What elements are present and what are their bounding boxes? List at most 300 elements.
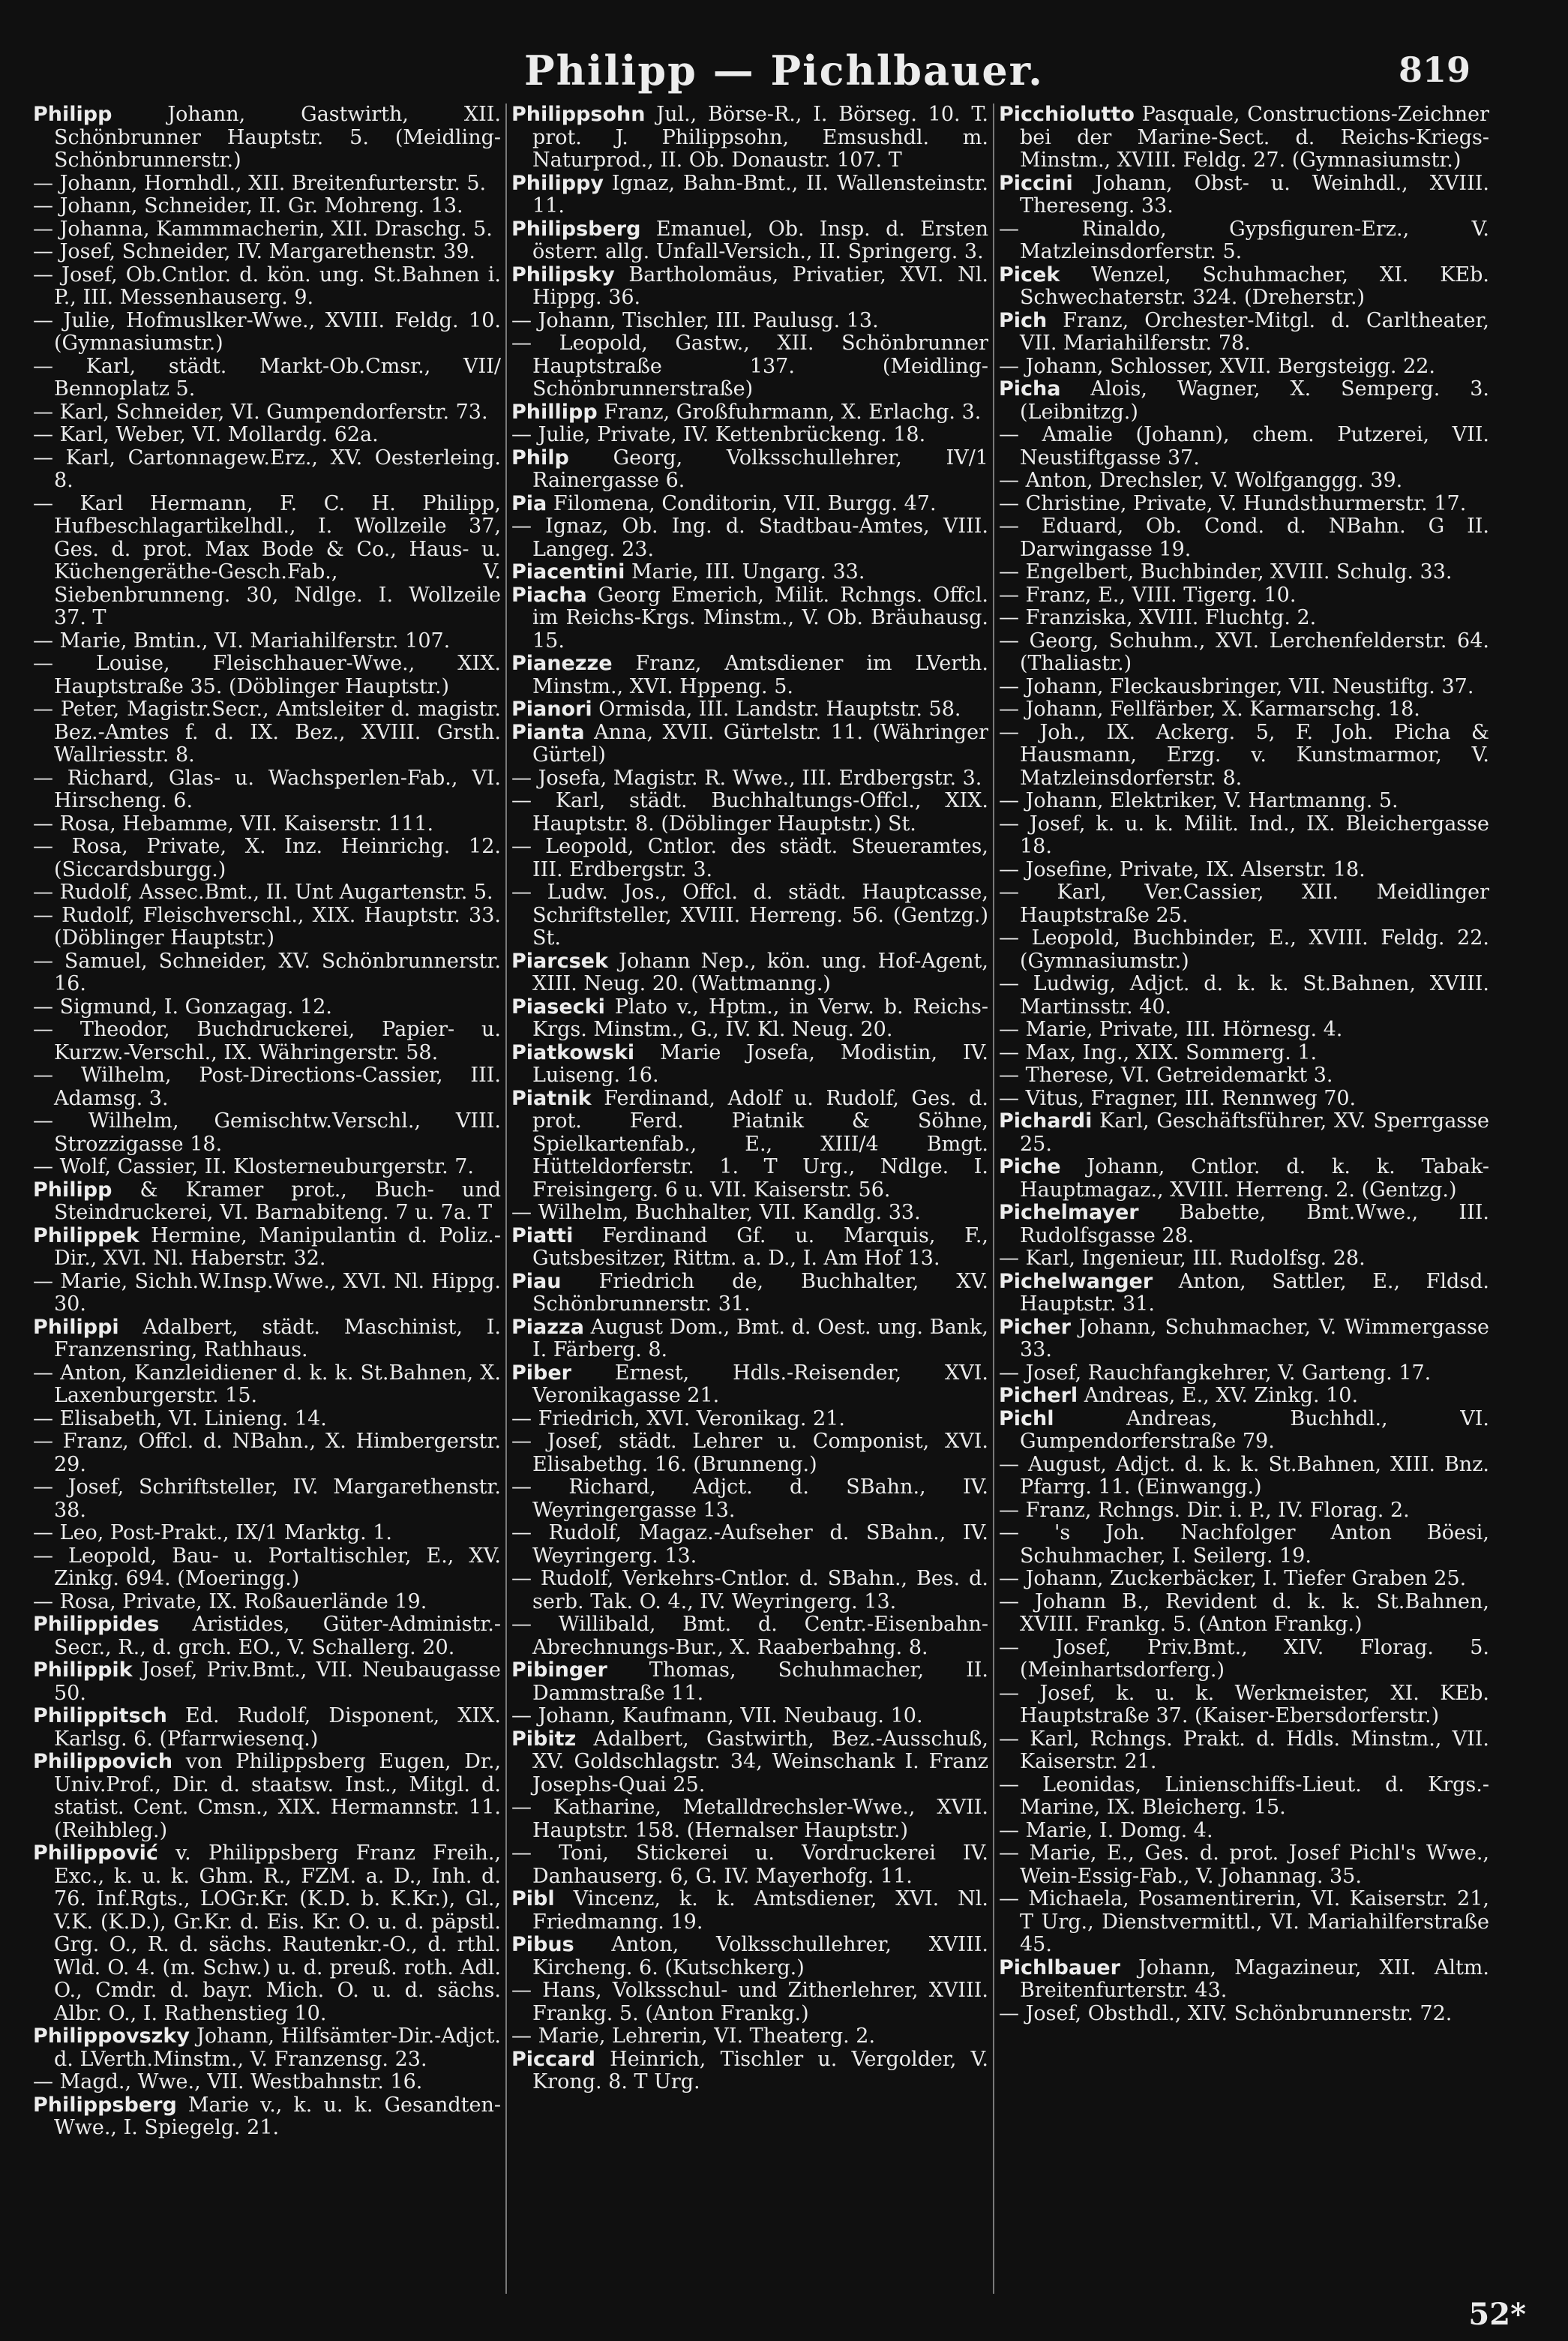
entry-surname: Picek [999,263,1060,287]
entry-surname: Piccard [511,2047,595,2071]
entry-surname: Piau [511,1269,562,1293]
directory-entry [511,1316,988,1362]
directory-entry [999,493,1489,516]
entry-details: — Marie, Bmtin., VI. Mariahilferstr. 107. [33,629,451,653]
entry-details: — Leopold, Cntlor. des städt. Steueramtes, III. Erdbergstr. 3. [511,835,988,881]
directory-entry [33,1522,501,1545]
directory-entry [999,1499,1489,1523]
entry-details: — Leopold, Buchbinder, E., XVIII. Feldg. 22. (Gymnasiumstr.) [999,926,1489,973]
entry-surname: Pibitz [511,1727,577,1751]
directory-entry [511,1934,988,1979]
directory-entry [33,1156,501,1179]
directory-entry [511,1613,988,1659]
entry-surname: Philippi [33,1315,119,1339]
entry-details: — Johann, Fleckausbringer, VII. Neustiftg. 37. [999,674,1474,698]
entry-details: — Josef, Obsthdl., XIV. Schönbrunnerstr. 72. [999,2001,1453,2025]
entry-details: — Eduard, Ob. Cond. d. NBahn. G II. Darwingasse 19. [999,515,1489,561]
entry-details: — Karl, Schneider, VI. Gumpendorferstr. 73. [33,400,488,424]
directory-entry [999,790,1489,813]
entry-details: Josef, Priv.Bmt., VII. Neubaugasse 50. [54,1658,501,1705]
entry-details: — Magd., Wwe., VII. Westbahnstr. 16. [33,2070,423,2093]
entry-surname: Pichl [999,1406,1054,1430]
entry-surname: Pichlbauer [999,1955,1120,1979]
entry-details: Pasquale, Constructions-Zeichner bei der Marine-Sect. d. Reichs-Kriegs-Minstm., XVIII. Feldg. 27. (Gymnasiumstr.) [1020,104,1489,172]
entry-details: — Karl Hermann, F. C. H. Philipp, Hufbeschlagartikelhdl., I. Wollzeile 37, Ges. d. prot. Max Bode & Co., Haus- u. Küchengeräthe-Gesch.Fab., V. Siebenbrunneng. 30, Ndlge. I. Wollzeile 37. T [33,491,501,629]
entry-details: Georg, Volksschullehrer, IV/1 Rainergasse 6. [532,446,988,492]
entry-details: Johann, Hilfsämter-Dir.-Adjct. d. LVerth.Minstm., V. Franzensg. 23. [54,2024,501,2071]
entry-details: — Franz, Rchngs. Dir. i. P., IV. Florag. 2. [999,1498,1410,1522]
directory-entry [511,1659,988,1705]
entry-details: — Rudolf, Verkehrs-Cntlor. d. SBahn., Bes. d. serb. Tak. O. 4., IV. Weyringerg. 13. [511,1567,988,1613]
entry-details: — Josefa, Magistr. R. Wwe., III. Erdbergstr. 3. [511,766,982,790]
entry-surname: Philp [511,446,569,470]
entry-details: Vincenz, k. k. Amtsdiener, XVI. Nl. Friedmanng. 19. [532,1887,988,1934]
directory-entry [511,173,988,218]
entry-details: — 's Joh. Nachfolger Anton Böesi, Schuhmacher, I. Seilerg. 19. [999,1521,1489,1568]
entry-details: Johann, Magazineur, XII. Altm. Breitenfurterstr. 43. [1020,1955,1489,2002]
directory-entry [511,447,988,493]
entry-details: — Julie, Hofmuslker-Wwe., XVIII. Feldg. 10. (Gymnasiumstr.) [33,308,501,355]
directory-entry [33,1110,501,1156]
directory-entry [33,2071,501,2094]
directory-entry [33,1545,501,1591]
entry-details: — August, Adjct. d. k. k. St.Bahnen, XIII. Bnz. Pfarrg. 11. (Einwangg.) [999,1452,1489,1499]
entry-details: — Samuel, Schneider, XV. Schönbrunnerstr. 16. [33,949,501,995]
directory-entry [511,1728,988,1797]
entry-details: — Friedrich, XVI. Veronikag. 21. [511,1406,845,1430]
directory-entry [33,310,501,356]
entry-details: — Karl, Ingenieur, III. Rudolfsg. 28. [999,1247,1366,1270]
entry-surname: Piasecki [511,995,605,1019]
entry-surname: Philipp [33,1178,112,1202]
entry-details: — Rosa, Private, X. Inz. Heinrichg. 12. (Siccardsburgg.) [33,835,501,881]
entry-surname: Piccini [999,171,1073,195]
entry-details: Aristides, Güter-Administr.-Secr., R., d. grch. EO., V. Schallerg. 20. [54,1613,501,1659]
directory-entry [511,401,988,425]
entry-details: Adalbert, städt. Maschinist, I. Franzensring, Rathhaus. [54,1315,501,1361]
entry-details: — Wilhelm, Buchhalter, VII. Kandlg. 33. [511,1201,921,1224]
entry-details: — Ludwig, Adjct. d. k. k. St.Bahnen, XVIII. Martinsstr. 40. [999,972,1489,1019]
entry-surname: Pichardi [999,1109,1093,1133]
directory-entry [999,1110,1489,1156]
directory-entry [511,218,988,264]
entry-details: Karl, Geschäftsführer, XV. Sperrgasse 25. [1020,1109,1489,1156]
directory-entry [511,1796,988,1842]
directory-entry [511,698,988,722]
directory-entry [999,1820,1489,1843]
entry-details: — Johann, Schneider, II. Gr. Mohreng. 13. [33,194,463,218]
entry-details: — Ignaz, Ob. Ing. d. Stadtbau-Amtes, VIII. Langeg. 23. [511,515,988,561]
directory-entry [33,424,501,447]
entry-surname: Piatti [511,1223,574,1247]
column-divider [505,104,507,2294]
entry-details: — Richard, Glas- u. Wachsperlen-Fab., VI. Hirscheng. 6. [33,766,501,812]
directory-entry [999,104,1489,173]
entry-details: — Josef, Schneider, IV. Margarethenstr. 39. [33,240,475,263]
entry-surname: Pibl [511,1887,555,1910]
entry-details: — Julie, Private, IV. Kettenbrückeng. 18. [511,423,926,446]
entry-details: — Johann, Kaufmann, VII. Neubaug. 10. [511,1704,923,1727]
directory-entry [33,493,501,630]
directory-entry [33,1362,501,1408]
entry-details: Ernest, Hdls.-Reisender, XVI. Veronikagasse 21. [532,1361,988,1407]
entry-surname: Philipp [33,104,112,126]
entry-details: Adalbert, Gastwirth, Bez.-Ausschuß, XV. Goldschlagstr. 34, Weinschank I. Franz Josephs-Quai 25. [532,1727,988,1796]
directory-entry [999,1522,1489,1568]
entry-details: — Josef, k. u. k. Werkmeister, XI. KEb. Hauptstraße 37. (Kaiser-Ebersdorferstr.) [999,1681,1489,1727]
entry-details: — Johann, Tischler, III. Paulusg. 13. [511,308,879,332]
entry-surname: Philippik [33,1658,133,1682]
entry-surname: Philipsberg [511,217,641,241]
directory-entry [511,1979,988,2025]
directory-entry [33,698,501,767]
entry-details: — Therese, VI. Getreidemarkt 3. [999,1064,1333,1087]
directory-entry [999,1042,1489,1065]
entry-details: Anna, XVII. Gürtelstr. 11. (Währinger Gürtel) [532,720,988,767]
entry-details: — Peter, Magistr.Secr., Amtsleiter d. magistr. Bez.-Amtes f. d. IX. Bez., XVIII. Grsth. Wallriesstr. 8. [33,698,501,767]
entry-details: Andreas, Buchhdl., VI. Gumpendorferstraße 79. [1020,1406,1489,1453]
directory-entry [999,1774,1489,1820]
entry-details: — Karl, städt. Buchhaltungs-Offcl., XIX. Hauptstr. 8. (Döblinger Hauptstr.) St. [511,789,988,836]
entry-details: — Christine, Private, V. Hundsthurmerstr. 17. [999,491,1467,515]
directory-entry [33,1705,501,1751]
directory-entry [511,836,988,881]
entry-details: Marie v., k. u. k. Gesandten-Wwe., I. Spiegelg. 21. [54,2093,501,2139]
directory-entry [999,470,1489,493]
entry-details: — Georg, Schuhm., XVI. Lerchenfelderstr. 64. (Thaliastr.) [999,629,1489,675]
entry-surname: Philippovich [33,1750,173,1773]
directory-entry [999,1888,1489,1957]
entry-details: — Wolf, Cassier, II. Klosterneuburgerstr. 7. [33,1155,475,1178]
entry-details: — Anton, Kanzleidiener d. k. k. St.Bahnen, X. Laxenburgerstr. 15. [33,1361,501,1407]
directory-entry [999,515,1489,561]
directory-entry [511,1088,988,1202]
directory-entry [33,241,501,264]
entry-details: — Johann, Fellfärber, X. Karmarschg. 18. [999,698,1420,721]
directory-entry [511,1225,988,1271]
directory-entry [511,104,988,173]
entry-surname: Philippek [33,1223,139,1247]
entry-details: Hermine, Manipulantin d. Poliz.-Dir., XVI. Nl. Haberstr. 32. [54,1223,501,1270]
directory-entry [33,104,501,173]
entry-details: — Leopold, Bau- u. Portaltischler, E., XV. Zinkg. 694. (Moeringg.) [33,1544,501,1590]
entry-details: Ignaz, Bahn-Bmt., II. Wallensteinstr. 11. [532,171,988,218]
entry-details: — Elisabeth, VI. Linieng. 14. [33,1406,327,1430]
directory-entry [999,1156,1489,1202]
directory-entry [511,493,988,516]
entry-details: — Willibald, Bmt. d. Centr.-Eisenbahn-Abrechnungs-Bur., X. Raaberbahng. 8. [511,1613,988,1659]
directory-entry [999,1202,1489,1247]
directory-entry [999,859,1489,882]
directory-entry [511,1705,988,1728]
directory-entry [511,1408,988,1431]
directory-entry [999,310,1489,356]
entry-details: — Theodor, Buchdruckerei, Papier- u. Kurzw.-Verschl., IX. Währingerstr. 58. [33,1018,501,1064]
directory-entry [999,218,1489,264]
directory-entry [33,401,501,425]
directory-entry [33,447,501,493]
entry-surname: Pianori [511,698,592,721]
directory-entry [511,950,988,996]
entry-details: Johann, Obst- u. Weinhdl., XVIII. Thereseng. 33. [1020,171,1489,218]
directory-entry [511,1842,988,1888]
directory-entry [511,1476,988,1522]
directory-entry [511,767,988,791]
entry-surname: Piatkowski [511,1040,635,1064]
directory-entry [999,1637,1489,1682]
entry-details: — Josef, Schriftsteller, IV. Margarethenstr. 38. [33,1475,501,1522]
entry-details: & Kramer prot., Buch- und Steindruckerei, VI. Barnabiteng. 7 u. 7a. T [54,1178,501,1224]
entry-details: Ed. Rudolf, Disponent, XIX. Karlsg. 6. (Pfarrwiesenq.) [54,1704,501,1751]
directory-entry [511,584,988,653]
entry-details: — Marie, Lehrerin, VI. Theaterg. 2. [511,2024,876,2048]
entry-details: — Rudolf, Assec.Bmt., II. Unt Augartenstr. 5. [33,881,493,904]
directory-entry [511,881,988,950]
directory-entry [33,356,501,401]
directory-entry [999,1019,1489,1042]
entry-details: Ferdinand Gf. u. Marquis, F., Gutsbesitzer, Rittm. a. D., I. Am Hof 13. [532,1223,988,1270]
entry-surname: Philippitsch [33,1704,167,1727]
entry-details: — Karl, Cartonnagew.Erz., XV. Oesterleing. 8. [33,446,501,492]
directory-entry [999,1408,1489,1454]
entry-details: Friedrich de, Buchhalter, XV. Schönbrunnerstr. 31. [532,1269,988,1316]
entry-details: Jul., Börse-R., I. Börseg. 10. T. prot. J. Philippsohn, Emsushdl. m. Naturprod., II. Ob. Donaustr. 107. T [532,104,988,172]
entry-surname: Pichelwanger [999,1269,1153,1293]
entry-details: Johann Nep., kön. ung. Hof-Agent, XIII. Neug. 20. (Wattmanng.) [532,949,988,995]
entry-details: Andreas, E., XV. Zinkg. 10. [1078,1384,1359,1407]
entry-surname: Pich [999,308,1048,332]
entry-details: Franz, Amtsdiener im LVerth. Minstm., XVI. Hppeng. 5. [532,652,988,698]
directory-entry [33,173,501,196]
directory-entry [33,1225,501,1271]
entry-details: — Leopold, Gastw., XII. Schönbrunner Hauptstraße 137. (Meidling-Schönbrunnerstraße) [511,332,988,401]
column-divider [993,104,994,2294]
directory-entry [33,1179,501,1225]
entry-surname: Phillipp [511,400,598,424]
entry-details: Georg Emerich, Milit. Rchngs. Offcl. im Reichs-Krgs. Minstm., V. Ob. Bräuhausg. 15. [532,583,988,653]
entry-details: — Karl, Rchngs. Prakt. d. Hdls. Minstm., VII. Kaiserstr. 21. [999,1727,1489,1773]
entry-details: — Hans, Volksschul- und Zitherlehrer, XVIII. Frankg. 5. (Anton Frankg.) [511,1979,988,2025]
directory-entry [511,1888,988,1934]
entry-details: — Johann, Elektriker, V. Hartmanng. 5. [999,789,1399,812]
directory-entry [33,1019,501,1064]
entry-details: — Johann B., Revident d. k. k. St.Bahnen, XVIII. Frankg. 5. (Anton Frankg.) [999,1589,1489,1636]
directory-entry [33,950,501,996]
directory-entry [999,927,1489,973]
directory-entry [511,424,988,447]
directory-entry [999,1591,1489,1637]
directory-column-2 [511,104,988,2294]
entry-details: — Marie, Sichh.W.Insp.Wwe., XVI. Nl. Hippg. 30. [33,1269,501,1316]
entry-surname: Philippović [33,1841,158,1865]
directory-entry [999,1957,1489,2003]
entry-details: — Toni, Stickerei u. Vordruckerei IV. Danhauserg. 6, G. IV. Mayerhofg. 11. [511,1841,988,1888]
directory-entry [33,1613,501,1659]
directory-entry [33,1316,501,1362]
entry-details: — Josef, k. u. k. Milit. Ind., IX. Bleichergasse 18. [999,812,1489,858]
directory-entry [511,2048,988,2094]
entry-surname: Philippy [511,171,604,195]
entry-details: — Rudolf, Magaz.-Aufseher d. SBahn., IV. Weyringerg. 13. [511,1521,988,1568]
entry-surname: Picherl [999,1384,1078,1407]
entry-surname: Picher [999,1315,1071,1339]
directory-entry [511,1202,988,1225]
directory-entry [999,607,1489,630]
directory-entry [511,1568,988,1613]
entry-surname: Picha [999,377,1061,401]
entry-surname: Piazza [511,1315,584,1339]
entry-details: — Johanna, Kammmacherin, XII. Draschg. 5. [33,217,493,241]
directory-entry [999,698,1489,722]
entry-details: — Karl, Weber, VI. Mollardg. 62a. [33,423,379,446]
entry-surname: Piatnik [511,1086,592,1110]
directory-entry [511,722,988,767]
directory-entry [511,515,988,561]
directory-entry [33,1842,501,2025]
directory-entry [999,1728,1489,1774]
directory-entry [999,1362,1489,1385]
entry-surname: Pibinger [511,1658,607,1682]
entry-surname: Philipsky [511,263,615,287]
entry-details: — Josefine, Private, IX. Alserstr. 18. [999,857,1366,881]
entry-details: — Ludw. Jos., Offcl. d. städt. Hauptcasse, Schriftsteller, XVIII. Herreng. 56. (Gentzg.) St. [511,881,988,950]
entry-details: — Leo, Post-Prakt., IX/1 Marktg. 1. [33,1521,393,1544]
directory-entry [999,1385,1489,1408]
entry-surname: Picchiolutto [999,104,1135,126]
directory-entry [511,1362,988,1408]
entry-details: von Philippsberg Eugen, Dr., Univ.Prof., Dir. d. staatsw. Inst., Mitgl. d. statist. Cent. Cmsn., XIX. Hermannstr. 11. (Reihbleg.) [54,1750,501,1842]
entry-details: Franz, Großfuhrmann, X. Erlachg. 3. [597,400,982,424]
entry-surname: Pibus [511,1933,574,1956]
entry-surname: Piche [999,1155,1061,1178]
directory-entry [511,790,988,836]
entry-details: — Wilhelm, Gemischtw.Verschl., VIII. Strozzigasse 18. [33,1109,501,1156]
entry-details: Johann, Schuhmacher, V. Wimmergasse 33. [1020,1315,1489,1361]
directory-entry [33,881,501,905]
directory-entry [999,1247,1489,1271]
entry-details: Babette, Bmt.Wwe., III. Rudolfsgasse 28. [1020,1201,1489,1247]
entry-details: Marie, III. Ungarg. 33. [625,560,865,584]
directory-entry [33,1659,501,1705]
directory-entry [511,1042,988,1088]
directory-column-1 [33,104,501,2294]
directory-entry [33,1430,501,1476]
entry-details: Plato v., Hptm., in Verw. b. Reichs-Krgs. Minstm., G., IV. Kl. Neug. 20. [532,995,988,1041]
entry-details: — Marie, I. Domg. 4. [999,1818,1213,1842]
entry-details: — Karl, Ver.Cassier, XII. Meidlinger Hauptstraße 25. [999,881,1489,927]
directory-entry [33,218,501,242]
directory-entry [33,813,501,836]
entry-details: — Josef, Rauchfangkehrer, V. Garteng. 17. [999,1361,1432,1385]
entry-details: — Katharine, Metalldrechsler-Wwe., XVII. Hauptstr. 158. (Hernalser Hauptstr.) [511,1796,988,1842]
directory-entry [511,996,988,1042]
directory-entry [999,676,1489,699]
directory-entry [33,1271,501,1316]
entry-surname: Pia [511,491,547,515]
directory-entry [999,378,1489,424]
entry-surname: Piber [511,1361,571,1385]
entry-surname: Piacha [511,583,587,607]
entry-details: Franz, Orchester-Mitgl. d. Carltheater, VII. Mariahilferstr. 78. [1020,308,1489,355]
directory-entry [999,722,1489,791]
entry-details: Heinrich, Tischler u. Vergolder, V. Krong. 8. T Urg. [532,2047,988,2093]
directory-entry [999,881,1489,927]
directory-entry [999,264,1489,310]
directory-entry [999,1682,1489,1728]
entry-surname: Piacentini [511,560,625,584]
entry-details: — Wilhelm, Post-Directions-Cassier, III. Adamsg. 3. [33,1064,501,1110]
entry-details: — Marie, Private, III. Hörnesg. 4. [999,1018,1343,1041]
directory-entry [999,1842,1489,1888]
entry-details: — Franziska, XVIII. Fluchtg. 2. [999,606,1317,629]
directory-entry [511,310,988,333]
directory-entry [999,424,1489,470]
directory-entry [999,561,1489,584]
entry-details: — Johann, Schlosser, XVII. Bergsteigg. 22. [999,354,1436,378]
entry-details: — Franz, E., VIII. Tigerg. 10. [999,583,1297,607]
page-number: 819 [1398,50,1471,90]
directory-entry [33,1591,501,1614]
entry-surname: Piarcsek [511,949,608,973]
directory-entry [33,836,501,881]
entry-surname: Philippovszky [33,2024,190,2048]
directory-entry [33,264,501,310]
directory-entry [511,2025,988,2048]
directory-entry [33,2025,501,2071]
entry-details: — Josef, Priv.Bmt., XIV. Florag. 5. (Meinhartsdorferg.) [999,1635,1489,1682]
entry-details: — Richard, Adjct. d. SBahn., IV. Weyringergasse 13. [511,1475,988,1522]
directory-entry [511,1271,988,1316]
entry-details: — Engelbert, Buchbinder, XVIII. Schulg. 33. [999,560,1453,584]
entry-details: — Michaela, Posamentirerin, VI. Kaiserstr. 21, T Urg., Dienstvermittl., VI. Mariahilferstraße 45. [999,1887,1489,1956]
directory-entry [511,1522,988,1568]
directory-entry [33,767,501,813]
directory-entry [999,1568,1489,1591]
directory-entry [33,653,501,698]
directory-entry [33,195,501,218]
directory-entry [33,630,501,653]
entry-details: — Rinaldo, Gypsfiguren-Erz., V. Matzleinsdorferstr. 5. [999,217,1489,263]
entry-details: Johann, Gastwirth, XII. Schönbrunner Hauptstr. 5. (Meidling-Schönbrunnerstr.) [54,104,501,172]
entry-surname: Philippsberg [33,2093,177,2117]
directory-entry [511,561,988,584]
directory-entry [999,2003,1489,2026]
directory-entry [999,1271,1489,1316]
directory-entry [999,356,1489,379]
entry-details: Anton, Sattler, E., Fldsd. Hauptstr. 31. [1020,1269,1489,1316]
entry-details: — Josef, städt. Lehrer u. Componist, XVI. Elisabethg. 16. (Brunneng.) [511,1430,988,1476]
entry-details: — Josef, Ob.Cntlor. d. kön. ung. St.Bahnen i. P., III. Messenhauserg. 9. [33,263,501,309]
entry-surname: Pichelmayer [999,1201,1139,1224]
entry-details: Filomena, Conditorin, VII. Burgg. 47. [547,491,937,515]
directory-entry [999,630,1489,676]
entry-details: Ormisda, III. Landstr. Hauptstr. 58. [592,698,961,721]
entry-details: — Leonidas, Linienschiffs-Lieut. d. Krgs.-Marine, IX. Bleicherg. 15. [999,1772,1489,1819]
entry-details: Emanuel, Ob. Insp. d. Ersten österr. allg. Unfall-Versich., II. Springerg. 3. [532,217,988,263]
directory-entry [33,1751,501,1842]
entry-details: Anton, Volksschullehrer, XVIII. Kircheng. 6. (Kutschkerg.) [532,1933,988,1979]
entry-details: Alois, Wagner, X. Semperg. 3. (Leibnitzg.) [1020,377,1489,424]
directory-entry [33,996,501,1019]
directory-entry [999,813,1489,859]
page-header [0,36,1568,101]
entry-details: — Karl, städt. Markt-Ob.Cmsr., VII/ Bennoplatz 5. [33,354,501,401]
directory-column-3 [999,104,1489,2294]
directory-entry [999,1088,1489,1111]
entry-details: — Rudolf, Fleischverschl., XIX. Hauptstr. 33. (Döblinger Hauptstr.) [33,903,501,950]
entry-surname: Philippides [33,1613,160,1636]
entry-details: v. Philippsberg Franz Freih., Exc., k. u. k. Ghm. R., FZM. a. D., Inh. d. 76. Inf.Rgts., LOGr.Kr. (K.D. b. K.Kr.), Gl., V.K. (K.D.), Gr.Kr. d. Eis. Kr. O. u. d. päpstl. Grg. O., R. d. sächs. Rautenkr.-O., d. rthl. Wld. O. 4. (m. Schw.) u. d. preuß. roth. Adl. O., Cmdr. d. bayr. Mich. O. u. d. sächs. Albr. O., I. Rathenstieg 10. [54,1841,501,2025]
